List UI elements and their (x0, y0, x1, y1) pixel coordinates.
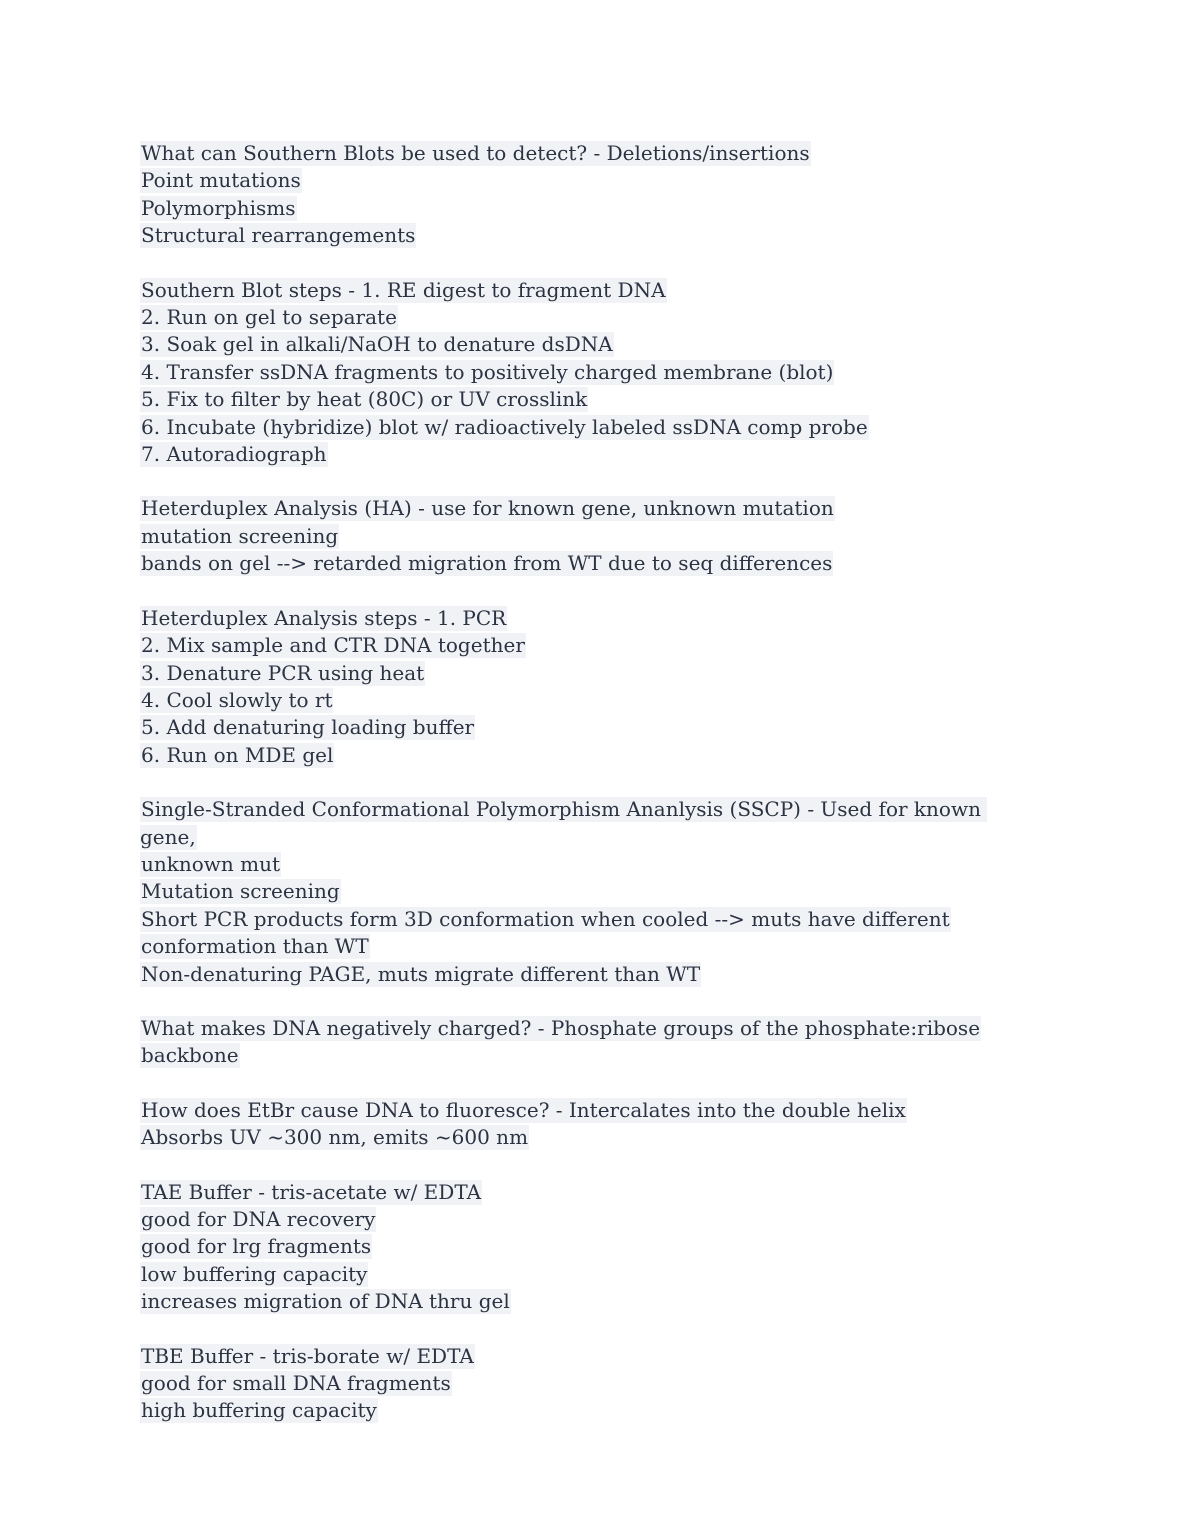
text-line (140, 714, 1040, 741)
flashcard-etbr-fluorescence (140, 1097, 1040, 1152)
card-question-line: What can Southern Blots be used to detect? - Deletions/insertions (141, 141, 810, 165)
card-question-line: How does EtBr cause DNA to fluoresce? - Intercalates into the double helix (141, 1097, 906, 1122)
card-answer-line: mutation screening (141, 523, 339, 548)
card-question-line: Southern Blot steps - 1. RE digest to fragment DNA (141, 277, 666, 302)
text-line (140, 1343, 1040, 1370)
text-line (140, 796, 1040, 851)
card-answer-line: Structural rearrangements (141, 223, 416, 248)
flashcard-heteroduplex-analysis (140, 495, 1040, 577)
text-line (140, 1015, 1040, 1042)
text-line (140, 277, 1040, 304)
text-line (140, 222, 1040, 249)
card-answer-line: increases migration of DNA thru gel (141, 1289, 510, 1314)
text-line (140, 1179, 1040, 1206)
text-line (140, 605, 1040, 632)
card-answer-line: 6. Incubate (hybridize) blot w/ radioactively labeled ssDNA comp probe (141, 414, 868, 439)
card-answer-line: conformation than WT (141, 934, 369, 959)
flashcard-text-body (140, 140, 1040, 1452)
card-answer-line: 4. Cool slowly to rt (141, 687, 333, 712)
text-line (140, 933, 1040, 960)
card-answer-line: bands on gel --> retarded migration from WT due to seq differences (141, 551, 833, 576)
flashcard-southern-blot-uses (140, 140, 1040, 250)
text-line (140, 1261, 1040, 1288)
card-question-line: TAE Buffer - tris-acetate w/ EDTA (141, 1179, 482, 1204)
card-answer-line: Short PCR products form 3D conformation when cooled --> muts have different (141, 906, 950, 931)
text-line (140, 1397, 1040, 1424)
text-line (140, 523, 1040, 550)
text-line (140, 1288, 1040, 1315)
text-line (140, 495, 1040, 522)
flashcard-heteroduplex-steps (140, 605, 1040, 769)
card-answer-line: good for DNA recovery (141, 1207, 376, 1231)
card-question-line: Single-Stranded Conformational Polymorphism Ananlysis (SSCP) - Used for known gene, (140, 797, 988, 849)
text-line (140, 878, 1040, 905)
card-question-line: TBE Buffer - tris-borate w/ EDTA (141, 1343, 474, 1368)
text-line (140, 414, 1040, 441)
text-line (140, 195, 1040, 222)
text-line (140, 632, 1040, 659)
text-line (140, 1206, 1040, 1233)
card-answer-line: good for lrg fragments (141, 1234, 372, 1259)
card-answer-line: good for small DNA fragments (141, 1371, 451, 1396)
card-answer-line: 3. Denature PCR using heat (141, 660, 425, 685)
card-answer-line: 2. Run on gel to separate (141, 305, 397, 330)
card-question-line: Heterduplex Analysis steps - 1. PCR (141, 605, 507, 630)
card-answer-line: backbone (141, 1043, 239, 1068)
card-answer-line: Absorbs UV ~300 nm, emits ~600 nm (141, 1125, 529, 1150)
card-answer-line: 3. Soak gel in alkali/NaOH to denature dsDNA (141, 332, 613, 357)
flashcard-tbe-buffer (140, 1343, 1040, 1425)
card-question-line: unknown mut (141, 851, 281, 876)
card-answer-line: 5. Fix to filter by heat (80C) or UV crosslink (141, 387, 588, 412)
card-answer-line: high buffering capacity (141, 1398, 377, 1423)
text-line (140, 687, 1040, 714)
text-line (140, 906, 1040, 933)
text-line (140, 1370, 1040, 1397)
text-line (140, 1042, 1040, 1069)
flashcard-southern-blot-steps (140, 277, 1040, 469)
card-answer-line: Mutation screening (141, 879, 340, 904)
text-line (140, 660, 1040, 687)
card-answer-line: Polymorphisms (141, 195, 296, 220)
card-answer-line: 7. Autoradiograph (141, 442, 327, 467)
text-line (140, 961, 1040, 988)
text-line (140, 441, 1040, 468)
text-line (140, 140, 1040, 167)
text-line (140, 304, 1040, 331)
flashcard-tae-buffer (140, 1179, 1040, 1316)
text-line (140, 851, 1040, 878)
card-question-line: What makes DNA negatively charged? - Phosphate groups of the phosphate:ribose (141, 1015, 981, 1040)
card-answer-line: 6. Run on MDE gel (141, 742, 334, 767)
card-answer-line: 4. Transfer ssDNA fragments to positively charged membrane (blot) (141, 359, 834, 384)
card-answer-line: Point mutations (141, 168, 301, 193)
card-answer-line: low buffering capacity (141, 1261, 368, 1286)
text-line (140, 742, 1040, 769)
card-answer-line: Non-denaturing PAGE, muts migrate different than WT (141, 961, 701, 986)
text-line (140, 386, 1040, 413)
text-line (140, 1124, 1040, 1151)
text-line (140, 1233, 1040, 1260)
text-line (140, 331, 1040, 358)
flashcard-dna-charge (140, 1015, 1040, 1070)
card-question-line: Heterduplex Analysis (HA) - use for known gene, unknown mutation (141, 496, 834, 521)
card-answer-line: 5. Add denaturing loading buffer (141, 715, 475, 740)
card-answer-line: 2. Mix sample and CTR DNA together (141, 633, 525, 658)
text-line (140, 359, 1040, 386)
text-line (140, 550, 1040, 577)
flashcard-sscp (140, 796, 1040, 988)
text-line (140, 1097, 1040, 1124)
text-line (140, 167, 1040, 194)
